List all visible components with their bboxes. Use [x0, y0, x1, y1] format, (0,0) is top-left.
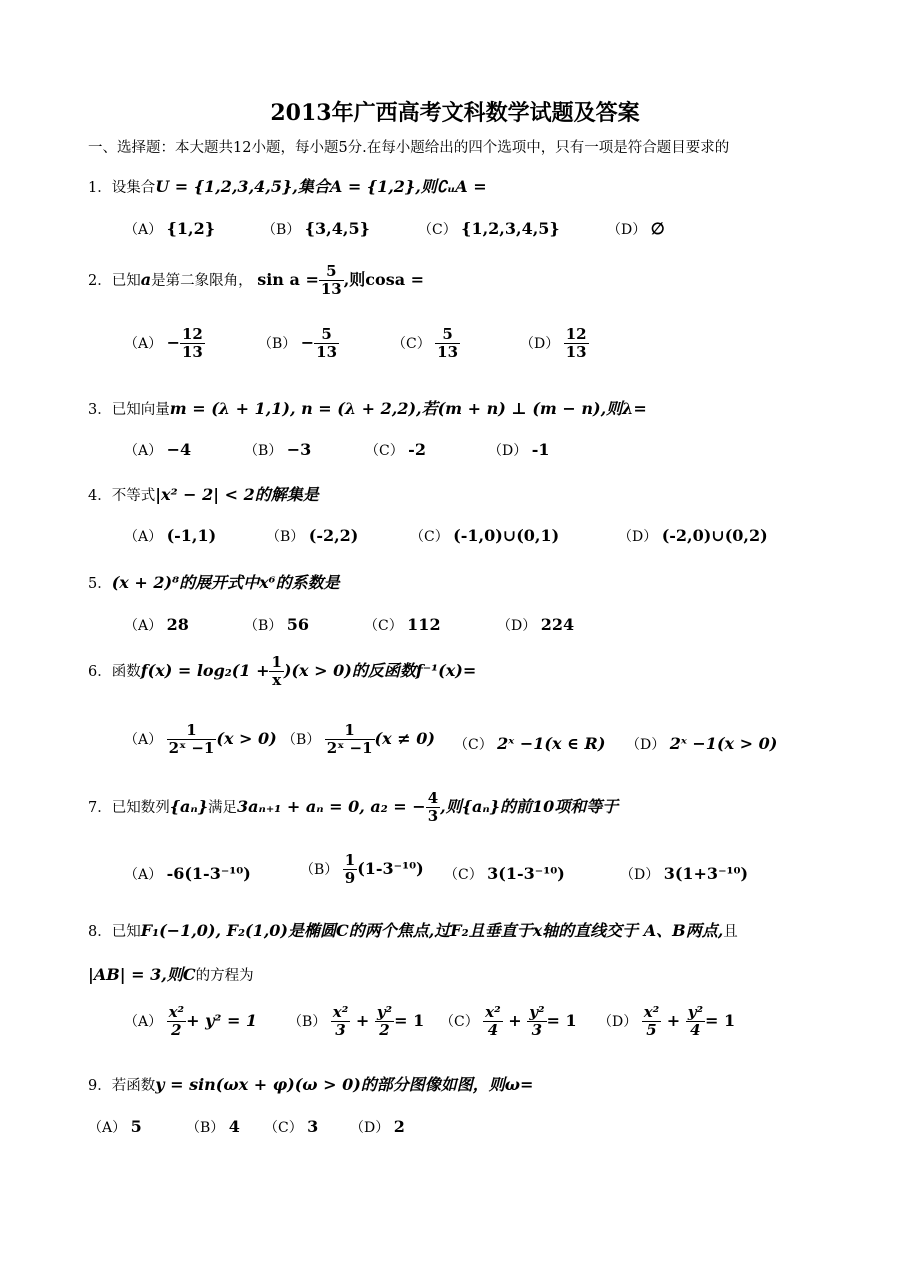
q6-option-c: （C） 2ˣ −1(x ∈ R)	[454, 734, 606, 753]
question-8: 8．已知F₁(−1,0), F₂(1,0)是椭圆C的两个焦点,过F₂且垂直于x轴的直线交于 A、B两点,且	[88, 921, 738, 940]
q9-option-d: （D） 2	[350, 1117, 405, 1136]
q3-option-d: （D） -1	[488, 440, 550, 459]
q3-option-c: （C） -2	[365, 440, 426, 459]
q1-option-a: （A） {1,2}	[124, 219, 215, 238]
section-heading: 一、选择题：本大题共12小题，每小题5分.在每小题给出的四个选项中，只有一项是符合题目要求的	[88, 140, 730, 156]
q7-option-a: （A） -6(1-3⁻¹⁰)	[124, 864, 251, 883]
q4-option-a: （A） (-1,1)	[124, 526, 217, 545]
q1-option-d: （D） ∅	[607, 219, 665, 238]
question-5: 5．(x + 2)⁸的展开式中x⁶的系数是	[88, 573, 340, 592]
q4-option-b: （B） (-2,2)	[266, 526, 359, 545]
q6-option-b: （B） $\frac{1}{\text{2ˣ −1}}$ (x ≠ 0)	[282, 721, 435, 758]
question-8-line2: |AB| = 3,则C的方程为	[88, 965, 254, 984]
q2-option-b: （B） − $\frac{5}{13}$	[258, 325, 338, 362]
question-3: 3．已知向量m = (λ + 1,1), n = (λ + 2,2),若(m + n) ⊥ (m − n),则λ=	[88, 399, 647, 418]
q7-option-b: （B） $\frac{1}{9}$ (1-3⁻¹⁰)	[300, 851, 424, 888]
q8-option-a: （A） $\frac{\text{x²}}{2}$ + y² = 1	[124, 1003, 258, 1040]
q1-option-b: （B） {3,4,5}	[262, 219, 370, 238]
q6-option-d: （D） 2ˣ −1(x > 0)	[626, 734, 778, 753]
q1-expression: U = {1,2,3,4,5},集合A = {1,2},则∁ᵤA =	[155, 177, 487, 196]
q7-option-d: （D） 3(1+3⁻¹⁰)	[620, 864, 749, 883]
q2-option-c: （C） $\frac{5}{13}$	[392, 325, 459, 362]
question-9: 9．若函数y = sin(ωx + φ)(ω > 0)的部分图像如图，则ω=	[88, 1075, 534, 1094]
q8-option-d: （D） $\frac{\text{x²}}{5}$ + $\frac{\text{y²}}{4}$ = 1	[598, 1003, 736, 1040]
q7-option-c: （C） 3(1-3⁻¹⁰)	[444, 864, 565, 883]
q5-option-d: （D） 224	[497, 615, 575, 634]
question-2: 2．已知a是第二象限角， sin a = $\frac{5}{13}$ ,则cosa =	[88, 262, 425, 299]
q4-option-d: （D） (-2,0)∪(0,2)	[618, 526, 768, 545]
q2-fraction: $\frac{5}{13}$	[320, 262, 342, 299]
question-4: 4．不等式|x² − 2| < 2的解集是	[88, 485, 319, 504]
q8-option-b: （B） $\frac{\text{x²}}{3}$ + $\frac{\text{y²}}{2}$ = 1	[288, 1003, 425, 1040]
q1-option-c: （C） {1,2,3,4,5}	[418, 219, 560, 238]
question-6: 6．函数f(x) = log₂(1 + $\frac{1}{x}$ )(x > 0)的反函数f⁻¹(x)=	[88, 653, 477, 690]
q4-option-c: （C） (-1,0)∪(0,1)	[410, 526, 560, 545]
q5-option-a: （A） 28	[124, 615, 189, 634]
q5-option-c: （C） 112	[364, 615, 441, 634]
q2-option-a: （A） − $\frac{12}{13}$	[124, 325, 203, 362]
q3-option-b: （B） −3	[244, 440, 312, 459]
q6-option-a: （A） $\frac{1}{\text{2ˣ −1}}$ (x > 0)	[124, 721, 277, 758]
q9-option-c: （C） 3	[264, 1117, 319, 1136]
page-title: 2013年广西高考文科数学试题及答案	[270, 100, 640, 126]
q2-option-d: （D） $\frac{12}{13}$	[520, 325, 587, 362]
q8-option-c: （C） $\frac{\text{x²}}{4}$ + $\frac{\text{y²}}{3}$ = 1	[440, 1003, 577, 1040]
q9-option-b: （B） 4	[186, 1117, 240, 1136]
q5-option-b: （B） 56	[244, 615, 310, 634]
q3-option-a: （A） −4	[124, 440, 192, 459]
q9-option-a: （A） 5	[88, 1117, 142, 1136]
question-7: 7．已知数列{aₙ}满足3aₙ₊₁ + aₙ = 0, a₂ = − $\frac{4}{3}$ ,则{aₙ}的前10项和等于	[88, 789, 619, 826]
question-1: 1．设集合U = {1,2,3,4,5},集合A = {1,2},则∁ᵤA =	[88, 177, 487, 196]
